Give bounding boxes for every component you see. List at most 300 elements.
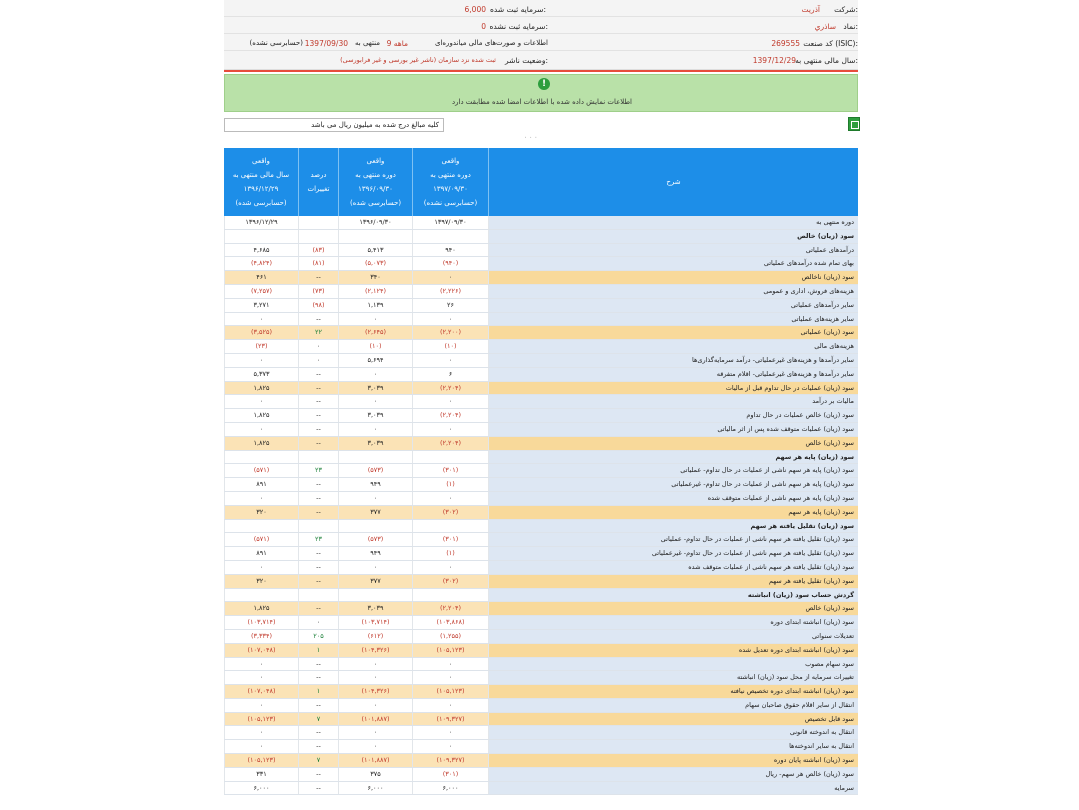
cell-v1 <box>412 589 488 602</box>
verification-notice <box>224 74 858 112</box>
cell-v3: ۱,۸۲۵ <box>224 409 298 422</box>
cell-v3: ۶,۰۰۰ <box>224 782 298 795</box>
cell-v1: ۰ <box>412 395 488 408</box>
cell-pct: ۰ <box>298 616 338 629</box>
cell-v3: ۰ <box>224 313 298 326</box>
cell-v1: ۰ <box>412 671 488 684</box>
cell-pct: -- <box>298 602 338 615</box>
table-row <box>224 437 858 451</box>
cell-v1: (۲,۲۰۴) <box>412 382 488 395</box>
cell-v2: (۱۰۱,۸۸۷) <box>338 754 412 767</box>
cell-pct: -- <box>298 726 338 739</box>
col-header-desc <box>488 148 858 216</box>
status-label: وضعیت ناشر: <box>505 56 548 65</box>
cell-pct: -- <box>298 658 338 671</box>
cell-v2: (۵,۰۷۳) <box>338 257 412 270</box>
cell-v1: (۲,۲۲۶) <box>412 285 488 298</box>
capital-label: سرمایه ثبت شده: <box>490 5 546 14</box>
cell-pct: -- <box>298 492 338 505</box>
symbol-value[interactable]: ساذري <box>814 22 836 31</box>
table-row <box>224 492 858 506</box>
col-header-cur-l3: ۱۳۹۷/۰۹/۳۰ <box>433 185 468 193</box>
cell-pct <box>298 216 338 229</box>
cell-v3: ۱,۸۲۵ <box>224 437 298 450</box>
cell-desc: سود (زیان) تقلیل یافته هر سهم <box>488 520 858 533</box>
col-header-year-l2: سال مالی منتهی به <box>232 171 290 179</box>
table-row <box>224 326 858 340</box>
table-row <box>224 340 858 354</box>
cell-pct: -- <box>298 271 338 284</box>
cell-pct: -- <box>298 423 338 436</box>
cell-v1: (۱۰۳,۸۶۸) <box>412 616 488 629</box>
cell-v1 <box>412 520 488 533</box>
table-row <box>224 506 858 520</box>
cell-v2: (۱۰) <box>338 340 412 353</box>
col-header-desc-label: شرح <box>666 178 681 186</box>
cell-v3: ۰ <box>224 658 298 671</box>
cell-v2: ۵,۴۱۳ <box>338 244 412 257</box>
cell-desc: سود (زیان) خالص <box>488 230 858 243</box>
cell-desc: درآمدهای عملیاتی <box>488 244 858 257</box>
cell-v1: (۳۰۲) <box>412 575 488 588</box>
cell-desc: سود (زیان) عملیات متوقف شده پس از اثر مالیاتی <box>488 423 858 436</box>
cell-v3: ۰ <box>224 492 298 505</box>
cell-v2: ۹۴۹ <box>338 547 412 560</box>
cell-v2: (۵۷۳) <box>338 533 412 546</box>
cell-desc: سود (زیان) تقلیل یافته هر سهم ناشی از عملیات در حال تداوم- عملیاتی <box>488 533 858 546</box>
col-header-current-period <box>412 148 488 216</box>
cell-v3: ۱۳۹۶/۱۲/۲۹ <box>224 216 298 229</box>
col-header-prev-l1: واقعی <box>366 157 385 165</box>
cell-v1: ۰ <box>412 313 488 326</box>
cell-v1: ۶,۰۰۰ <box>412 782 488 795</box>
cell-v1: (۲,۲۰۴) <box>412 602 488 615</box>
cell-v2: ۰ <box>338 658 412 671</box>
cell-v1: ۰ <box>412 561 488 574</box>
cell-v2: ۰ <box>338 561 412 574</box>
cell-v3: ۴,۶۸۵ <box>224 244 298 257</box>
cell-v1: (۳۰۲) <box>412 506 488 519</box>
cell-desc: سود (زیان) پایه هر سهم ناشی از عملیات متوقف شده <box>488 492 858 505</box>
cell-v2: ۰ <box>338 740 412 753</box>
cell-v2: (۱۰۴,۳۲۶) <box>338 685 412 698</box>
cell-v1: ۰ <box>412 699 488 712</box>
cell-desc: سود (زیان) پایه هر سهم <box>488 506 858 519</box>
cell-v1: ۱۳۹۷/۰۹/۳۰ <box>412 216 488 229</box>
info-row-symbol <box>224 17 858 34</box>
table-row <box>224 478 858 492</box>
notice-text: اطلاعات نمایش داده شده با اطلاعات امضا شده مطابقت دارد <box>452 98 632 106</box>
table-row <box>224 644 858 658</box>
table-row <box>224 713 858 727</box>
excel-export-icon[interactable] <box>848 117 860 131</box>
table-row <box>224 520 858 534</box>
table-row <box>224 589 858 603</box>
cell-v2: ۰ <box>338 699 412 712</box>
cell-desc: سود (زیان) عملیات در حال تداوم قبل از مالیات <box>488 382 858 395</box>
table-row <box>224 368 858 382</box>
cell-v2 <box>338 451 412 464</box>
table-row <box>224 575 858 589</box>
cell-v3: (۱۰۳,۷۱۴) <box>224 616 298 629</box>
cell-v1: (۲,۲۰۰) <box>412 326 488 339</box>
col-header-pct <box>298 148 338 216</box>
table-row <box>224 451 858 465</box>
cell-v1 <box>412 451 488 464</box>
cell-desc: هزینه‌های مالی <box>488 340 858 353</box>
cell-v2: ۳,۰۳۹ <box>338 437 412 450</box>
cell-v2: ۱,۱۳۹ <box>338 299 412 312</box>
cell-v1: (۱۰۵,۱۲۳) <box>412 644 488 657</box>
table-body <box>224 216 858 795</box>
cell-v1: (۱۰۵,۱۲۳) <box>412 685 488 698</box>
cell-v2: (۱۰۱,۸۸۷) <box>338 713 412 726</box>
cell-v1: (۱۰) <box>412 340 488 353</box>
cell-pct: -- <box>298 313 338 326</box>
col-header-cur-l4: (حسابرسی نشده) <box>423 199 478 207</box>
cell-v3: ۰ <box>224 395 298 408</box>
cell-v1: ۹۴۰ <box>412 244 488 257</box>
cell-pct: ۱ <box>298 685 338 698</box>
cell-desc: سود (زیان) خالص <box>488 602 858 615</box>
cell-pct <box>298 520 338 533</box>
cell-v3: (۱۰۷,۰۴۸) <box>224 685 298 698</box>
cell-desc: انتقال از سایر اقلام حقوق صاحبان سهام <box>488 699 858 712</box>
cell-desc: دوره منتهی به <box>488 216 858 229</box>
cell-pct: -- <box>298 368 338 381</box>
report-date: 1397/09/30 <box>304 39 348 48</box>
cell-desc: سود قابل تخصیص <box>488 713 858 726</box>
cell-pct: ۰ <box>298 340 338 353</box>
cell-v3: ۳۳۱ <box>224 768 298 781</box>
cell-v1: ۰ <box>412 271 488 284</box>
cell-v1: (۹۴۰) <box>412 257 488 270</box>
cell-v3: (۱۰۵,۱۲۳) <box>224 713 298 726</box>
col-header-year-l1: واقعی <box>252 157 270 165</box>
cell-v1: (۱۰۹,۳۲۷) <box>412 754 488 767</box>
cell-v3: (۴,۸۲۴) <box>224 257 298 270</box>
cell-desc: سود (زیان) انباشته ابتدای دوره تخصیص نیافته <box>488 685 858 698</box>
cell-v3: ۸۹۱ <box>224 547 298 560</box>
cell-v3: (۱۰۵,۱۲۳) <box>224 754 298 767</box>
table-row <box>224 754 858 768</box>
cell-v2: ۰ <box>338 492 412 505</box>
info-icon: ! <box>538 78 550 90</box>
cell-v2: ۳,۰۳۹ <box>338 382 412 395</box>
table-row <box>224 533 858 547</box>
table-row <box>224 244 858 258</box>
cell-v3 <box>224 230 298 243</box>
cell-desc: سود (زیان) ناخالص <box>488 271 858 284</box>
cell-v1: ۰ <box>412 354 488 367</box>
cell-pct <box>298 230 338 243</box>
cell-pct: -- <box>298 782 338 795</box>
cell-pct <box>298 451 338 464</box>
cell-v1: ۲۶ <box>412 299 488 312</box>
table-header <box>224 148 858 216</box>
cell-desc: سود (زیان) خالص عملیات در حال تداوم <box>488 409 858 422</box>
table-row <box>224 257 858 271</box>
col-header-prev-l2: دوره منتهی به <box>355 171 396 179</box>
cell-desc: انتقال به اندوخته قانونی <box>488 726 858 739</box>
company-label: شرکت: <box>834 5 858 14</box>
cell-v3: ۴۶۱ <box>224 271 298 284</box>
cell-pct: -- <box>298 575 338 588</box>
company-info <box>224 0 858 70</box>
fiscal-value: 1397/12/29 <box>752 56 796 65</box>
cell-v3: (۵۷۱) <box>224 533 298 546</box>
cell-desc: سود (زیان) خالص هر سهم- ریال <box>488 768 858 781</box>
cell-v2 <box>338 589 412 602</box>
cell-desc: سود سهام مصوب <box>488 658 858 671</box>
cell-pct <box>298 589 338 602</box>
cell-pct: -- <box>298 699 338 712</box>
cell-v2: ۶,۰۰۰ <box>338 782 412 795</box>
cell-pct: ۲۰۵ <box>298 630 338 643</box>
info-row-fiscal <box>224 51 858 68</box>
cell-v2: ۳۷۷ <box>338 575 412 588</box>
cell-desc: سود (زیان) پایه هر سهم ناشی از عملیات در حال تداوم- غیرعملیاتی <box>488 478 858 491</box>
divider-line <box>224 70 858 72</box>
cell-desc: سود (زیان) تقلیل یافته هر سهم ناشی از عملیات در حال تداوم- غیرعملیاتی <box>488 547 858 560</box>
col-header-year-l4: (حسابرسی شده) <box>235 199 287 207</box>
cell-pct: -- <box>298 768 338 781</box>
table-row <box>224 216 858 230</box>
symbol-label: نماد: <box>843 22 858 31</box>
cell-pct: (۸۳) <box>298 244 338 257</box>
report-months: 9 ماهه <box>386 39 408 48</box>
cell-v3: (۵۷۱) <box>224 464 298 477</box>
cell-desc: سود (زیان) پایه هر سهم ناشی از عملیات در حال تداوم- عملیاتی <box>488 464 858 477</box>
cell-pct: -- <box>298 547 338 560</box>
cell-v3: ۱,۸۲۵ <box>224 602 298 615</box>
isic-label: کد صنعت (ISIC): <box>803 39 858 48</box>
capital-unreg-value: 0 <box>481 22 486 31</box>
table-row <box>224 395 858 409</box>
cell-v3: ۸۹۱ <box>224 478 298 491</box>
cell-desc: سایر درآمدهای عملیاتی <box>488 299 858 312</box>
cell-desc: بهای تمام شده درآمدهای عملیاتی <box>488 257 858 270</box>
cell-v1: (۱) <box>412 478 488 491</box>
table-row <box>224 699 858 713</box>
cell-v2: (۵۷۳) <box>338 464 412 477</box>
col-header-cur-l1: واقعی <box>441 157 460 165</box>
cell-v2: ۰ <box>338 395 412 408</box>
report-text-mid: منتهی به <box>355 39 380 47</box>
cell-v1: (۳۰۱) <box>412 533 488 546</box>
table-row <box>224 768 858 782</box>
table-row <box>224 602 858 616</box>
table-row <box>224 299 858 313</box>
table-row <box>224 630 858 644</box>
cell-desc: انتقال به سایر اندوخته‌ها <box>488 740 858 753</box>
fiscal-label: سال مالی منتهی به: <box>795 56 858 65</box>
table-row <box>224 464 858 478</box>
cell-pct: -- <box>298 382 338 395</box>
cell-pct: -- <box>298 561 338 574</box>
cell-v1: (۲,۲۰۴) <box>412 437 488 450</box>
cell-v2: ۵,۶۹۴ <box>338 354 412 367</box>
cell-desc: سایر درآمدها و هزینه‌های غیرعملیاتی- اقلام متفرقه <box>488 368 858 381</box>
cell-desc: سود (زیان) انباشته ابتدای دوره <box>488 616 858 629</box>
cell-v1: ۶ <box>412 368 488 381</box>
col-header-pct-l1: درصد <box>310 171 327 179</box>
cell-v1: (۲,۲۰۴) <box>412 409 488 422</box>
table-row <box>224 382 858 396</box>
cell-v3: (۱۰۷,۰۴۸) <box>224 644 298 657</box>
status-value: ثبت شده نزد سازمان (ناشر غیر بورسی و غیر فرابورسی) <box>340 56 496 64</box>
col-header-prev-l4: (حسابرسی شده) <box>349 199 402 207</box>
cell-pct: -- <box>298 671 338 684</box>
table-row <box>224 285 858 299</box>
cell-v3: ۳۲۰ <box>224 575 298 588</box>
cell-v2: ۰ <box>338 423 412 436</box>
cell-v3: ۵,۳۷۳ <box>224 368 298 381</box>
cell-pct: ۱ <box>298 644 338 657</box>
cell-v2 <box>338 230 412 243</box>
cell-desc: سود (زیان) تقلیل یافته هر سهم <box>488 575 858 588</box>
cell-v3: (۳,۳۳۴) <box>224 630 298 643</box>
report-text-pre: اطلاعات و صورت‌های مالی میاندوره‌ای <box>434 39 548 47</box>
cell-v3 <box>224 589 298 602</box>
table-row <box>224 271 858 285</box>
cell-v2: (۱۰۴,۳۲۶) <box>338 644 412 657</box>
cell-v1: ۰ <box>412 726 488 739</box>
table-row <box>224 230 858 244</box>
cell-v3: (۷,۲۵۷) <box>224 285 298 298</box>
cell-desc: سود (زیان) عملیاتی <box>488 326 858 339</box>
cell-pct: -- <box>298 506 338 519</box>
cell-pct: ۰ <box>298 354 338 367</box>
cell-v2: ۳۷۷ <box>338 506 412 519</box>
cell-v1: ۰ <box>412 492 488 505</box>
cell-v3: ۰ <box>224 740 298 753</box>
capital-unreg-label: سرمایه ثبت نشده: <box>489 22 548 31</box>
cell-pct: ۲۲ <box>298 326 338 339</box>
cell-desc: سود (زیان) انباشته پایان دوره <box>488 754 858 767</box>
cell-desc: گردش حساب سود (زیان) انباشته <box>488 589 858 602</box>
cell-v1 <box>412 230 488 243</box>
cell-desc: مالیات بر درآمد <box>488 395 858 408</box>
col-header-cur-l2: دوره منتهی به <box>430 171 471 179</box>
cell-v1: (۱۰۹,۳۲۷) <box>412 713 488 726</box>
unit-note: کلیه مبالغ درج شده به میلیون ریال می باشد <box>224 118 444 132</box>
info-row-isic <box>224 34 858 51</box>
cell-v1: (۳۰۱) <box>412 464 488 477</box>
cell-v3: (۲۳) <box>224 340 298 353</box>
cell-v3: ۰ <box>224 423 298 436</box>
report-text-post: (حسابرسی نشده) <box>249 39 303 47</box>
cell-desc: سرمایه <box>488 782 858 795</box>
table-row <box>224 782 858 796</box>
cell-v3: ۱,۸۲۵ <box>224 382 298 395</box>
cell-v1: (۱,۲۵۵) <box>412 630 488 643</box>
table-row <box>224 409 858 423</box>
col-header-prev-period <box>338 148 412 216</box>
table-row <box>224 313 858 327</box>
cell-desc: سود (زیان) انباشته ابتدای دوره تعدیل شده <box>488 644 858 657</box>
table-row <box>224 561 858 575</box>
capital-value: 6,000 <box>464 5 486 14</box>
cell-v2: (۱۰۳,۷۱۴) <box>338 616 412 629</box>
cell-v3 <box>224 451 298 464</box>
cell-v3: ۰ <box>224 726 298 739</box>
cell-pct: (۸۱) <box>298 257 338 270</box>
cell-v3: ۰ <box>224 561 298 574</box>
cell-pct: (۷۳) <box>298 285 338 298</box>
info-row-company <box>224 0 858 17</box>
cell-v2: (۲,۱۲۴) <box>338 285 412 298</box>
cell-v1: ۰ <box>412 423 488 436</box>
cell-pct: -- <box>298 740 338 753</box>
cell-desc: سایر درآمدها و هزینه‌های غیرعملیاتی- درآمد سرمایه‌گذاری‌ها <box>488 354 858 367</box>
cell-v3: ۳,۲۷۱ <box>224 299 298 312</box>
cell-pct: ۲۳ <box>298 533 338 546</box>
table-row <box>224 354 858 368</box>
cell-v3: (۳,۵۲۵) <box>224 326 298 339</box>
cell-v2: ۳,۰۳۹ <box>338 409 412 422</box>
cell-v3: ۰ <box>224 671 298 684</box>
cell-pct: -- <box>298 395 338 408</box>
cell-v2: ۰ <box>338 368 412 381</box>
cell-v2: ۹۴۹ <box>338 478 412 491</box>
col-header-prev-l3: ۱۳۹۶/۰۹/۳۰ <box>358 185 393 193</box>
cell-v2: ۰ <box>338 313 412 326</box>
table-row <box>224 658 858 672</box>
cell-v2: ۳۴۰ <box>338 271 412 284</box>
table-row <box>224 547 858 561</box>
cell-v1: (۱) <box>412 547 488 560</box>
cell-desc: تغییرات سرمایه از محل سود (زیان) انباشته <box>488 671 858 684</box>
col-header-pct-l2: تغییرات <box>307 185 330 193</box>
isic-value: 269555 <box>771 39 800 48</box>
cell-v1: ۰ <box>412 658 488 671</box>
table-row <box>224 685 858 699</box>
cell-pct: -- <box>298 478 338 491</box>
table-row <box>224 671 858 685</box>
cell-pct: (۹۸) <box>298 299 338 312</box>
table-row <box>224 740 858 754</box>
report-sheet <box>224 0 858 810</box>
cell-desc: سود (زیان) پایه هر سهم <box>488 451 858 464</box>
cell-desc: هزینه‌های فروش، اداری و عمومی <box>488 285 858 298</box>
table-row <box>224 423 858 437</box>
cell-v2: (۲,۶۴۵) <box>338 326 412 339</box>
table-row <box>224 616 858 630</box>
pager-dots: ۰ ۰ ۰ <box>524 134 538 141</box>
cell-v1: ۰ <box>412 740 488 753</box>
cell-pct: ۷ <box>298 713 338 726</box>
cell-v2: ۱۳۹۶/۰۹/۳۰ <box>338 216 412 229</box>
cell-desc: تعدیلات سنواتی <box>488 630 858 643</box>
cell-v3 <box>224 520 298 533</box>
cell-v2: ۰ <box>338 671 412 684</box>
cell-v2: ۰ <box>338 726 412 739</box>
col-header-year <box>224 148 298 216</box>
cell-pct: -- <box>298 409 338 422</box>
cell-v2: (۶۱۲) <box>338 630 412 643</box>
col-header-year-l3: ۱۳۹۶/۱۲/۲۹ <box>243 185 279 193</box>
cell-v3: ۳۲۰ <box>224 506 298 519</box>
cell-v3: ۰ <box>224 699 298 712</box>
cell-pct: ۷ <box>298 754 338 767</box>
cell-pct: -- <box>298 437 338 450</box>
company-value[interactable]: آذریت <box>801 5 820 14</box>
cell-pct: ۲۳ <box>298 464 338 477</box>
table-row <box>224 726 858 740</box>
cell-desc: سود (زیان) تقلیل یافته هر سهم ناشی از عملیات متوقف شده <box>488 561 858 574</box>
cell-v2 <box>338 520 412 533</box>
